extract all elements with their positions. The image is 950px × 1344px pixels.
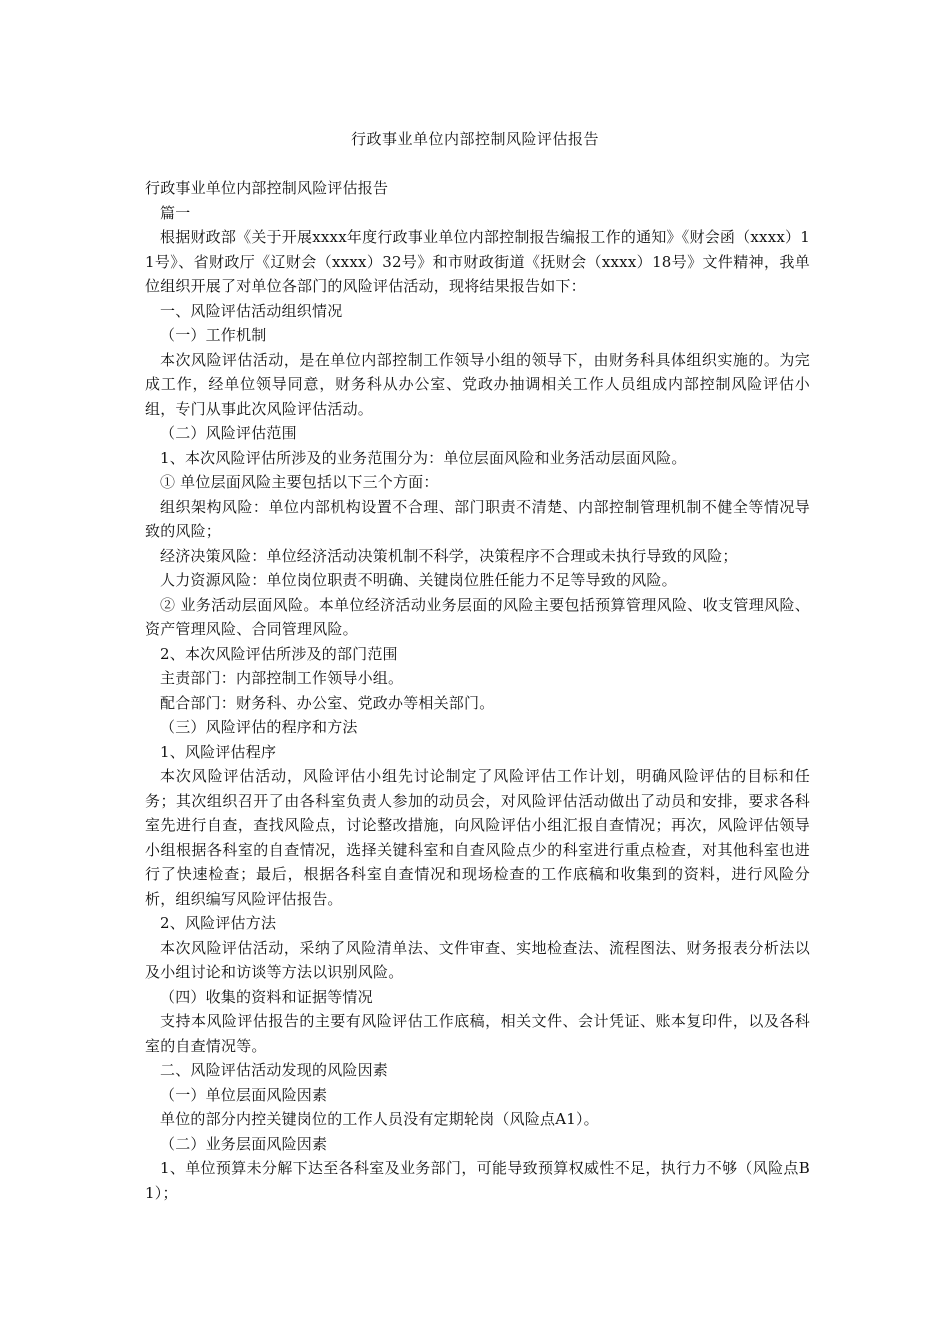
paragraph: 本次风险评估活动，采纳了风险清单法、文件审查、实地检查法、流程图法、财务报表分析法以及小组讨论和访谈等方法以识别风险。 [145,938,810,981]
paragraph: （一）单位层面风险因素 [160,1085,328,1104]
paragraph: 2、风险评估方法 [160,914,277,932]
paragraph: ① 单位层面风险主要包括以下三个方面： [160,473,439,491]
paragraph: （四）收集的资料和证据等情况 [160,987,373,1006]
paragraph: 篇一 [160,203,191,222]
paragraph: 本次风险评估活动，是在单位内部控制工作领导小组的领导下，由财务科具体组织实施的。为完成工作，经单位领导同意，财务科从办公室、党政办抽调相关工作人员组成内部控制风险评估小组，专门从事此次风险评估活动。 [145,350,810,418]
paragraph: ② 业务活动层面风险。本单位经济活动业务层面的风险主要包括预算管理风险、收支管理风险、资产管理风险、合同管理风险。 [145,595,810,638]
paragraph: （二）风险评估范围 [160,424,297,442]
paragraph: 1、风险评估程序 [160,742,277,761]
paragraph: 本次风险评估活动，风险评估小组先讨论制定了风险评估工作计划，明确风险评估的目标和任务；其次组织召开了由各科室负责人参加的动员会，对风险评估活动做出了动员和安排，要求各科室先进行自查，查找风险点，讨论整改措施，向风险评估小组汇报自查情况；再次，风险评估领导小组根据各科室的自查情况，选择关键科室和自查风险点少的科室进行重点检查，对其他科室也进行了快速检查；最后，根据各科室自查情况和现场检查的工作底稿和收集到的资料，进行风险分析，组织编写风险评估报告。 [145,767,810,908]
paragraph: 1、单位预算未分解下达至各科室及业务部门，可能导致预算权威性不足，执行力不够（风险点B1）； [145,1159,810,1202]
paragraph: 支持本风险评估报告的主要有风险评估工作底稿，相关文件、会计凭证、账本复印件，以及各科室的自查情况等。 [145,1012,810,1055]
paragraph: 单位的部分内控关键岗位的工作人员没有定期轮岗（风险点A1）。 [160,1110,599,1128]
paragraph: 人力资源风险：单位岗位职责不明确、关键岗位胜任能力不足等导致的风险。 [160,571,677,589]
paragraph: 1、本次风险评估所涉及的业务范围分为：单位层面风险和业务活动层面风险。 [160,448,687,467]
paragraph: 配合部门：财务科、办公室、党政办等相关部门。 [160,693,495,712]
document-title: 行政事业单位内部控制风险评估报告 [350,130,599,148]
paragraph: （三）风险评估的程序和方法 [160,718,358,736]
paragraph: 一、风险评估活动组织情况 [160,301,343,320]
document-body [145,176,810,1205]
paragraph: 行政事业单位内部控制风险评估报告 [145,179,389,197]
paragraph: （一）工作机制 [160,326,267,344]
paragraph: 根据财政部《关于开展xxxx年度行政事业单位内部控制报告编报工作的通知》《财会函（xxxx）11号》、省财政厅《辽财会（xxxx）32号》和市财政街道《抚财会（xxxx）18号》文件精神，我单位组织开展了对单位各部门的风险评估活动，现将结果报告如下： [145,228,810,295]
paragraph: 二、风险评估活动发现的风险因素 [160,1061,389,1079]
paragraph: 组织架构风险：单位内部机构设置不合理、部门职责不清楚、内部控制管理机制不健全等情况导致的风险； [145,497,810,540]
paragraph: 2、本次风险评估所涉及的部门范围 [160,644,398,663]
paragraph: 主责部门：内部控制工作领导小组。 [160,669,404,687]
paragraph: 经济决策风险：单位经济活动决策机制不科学，决策程序不合理或未执行导致的风险； [160,546,738,565]
paragraph: （二）业务层面风险因素 [160,1134,328,1153]
